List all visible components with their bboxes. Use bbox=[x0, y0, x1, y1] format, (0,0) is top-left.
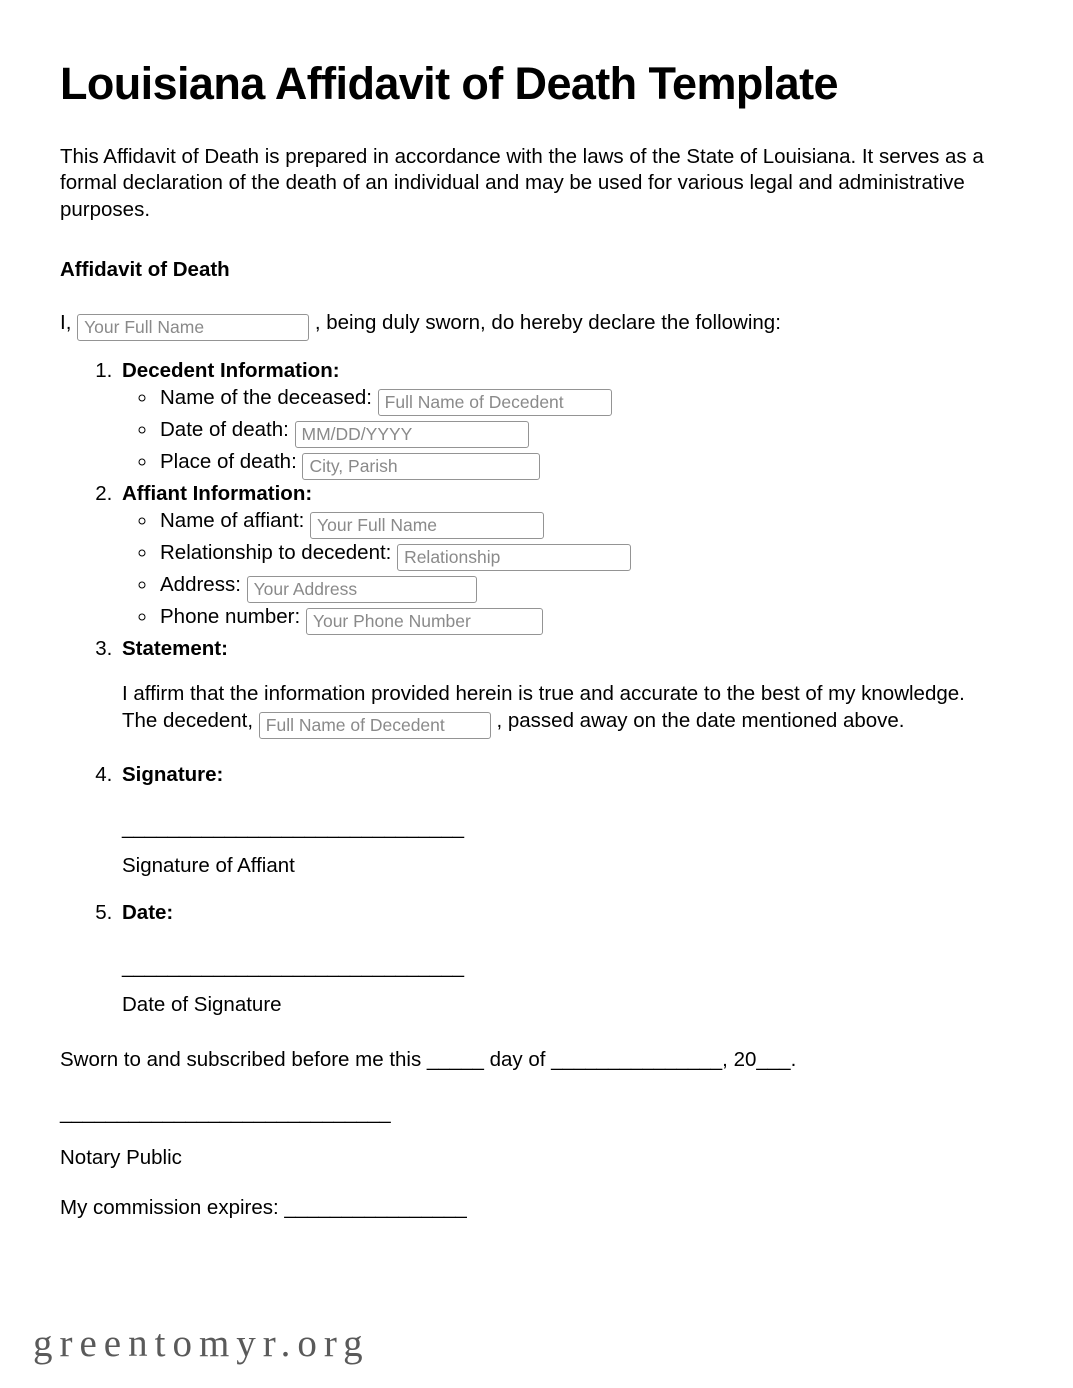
field-row-name-of-deceased bbox=[158, 384, 1011, 416]
signature-label: Signature: bbox=[122, 762, 224, 786]
affiant-fields-list bbox=[122, 507, 1011, 635]
label-name-of-affiant: Name of affiant: bbox=[160, 508, 305, 532]
page-title: Louisiana Affidavit of Death Template bbox=[60, 58, 838, 109]
date-label: Date: bbox=[122, 901, 174, 925]
name-of-affiant-input[interactable] bbox=[310, 512, 544, 539]
list-item-statement bbox=[118, 635, 1011, 739]
statement-paragraph bbox=[122, 680, 1002, 739]
address-input[interactable] bbox=[247, 576, 477, 603]
field-row-phone-number bbox=[158, 603, 1011, 635]
label-date-of-death: Date of death: bbox=[160, 417, 289, 441]
place-of-death-input[interactable] bbox=[302, 453, 540, 480]
field-row-relationship-to-decedent bbox=[158, 539, 1011, 571]
relationship-to-decedent-input[interactable] bbox=[397, 544, 631, 571]
label-address: Address: bbox=[160, 572, 241, 596]
signature-rule: ______________________________ bbox=[122, 815, 465, 839]
affidavit-items-list bbox=[60, 357, 1011, 1018]
list-item-date bbox=[118, 899, 1011, 1018]
name-of-deceased-input[interactable] bbox=[378, 389, 612, 416]
notary-signature-rule: _____________________________ bbox=[60, 1101, 391, 1125]
declaration-line bbox=[60, 310, 1011, 341]
intro-paragraph: This Affidavit of Death is prepared in accordance with the laws of the State of Louisiana. It serves as a formal declaration of the death of an individual and may be used for various legal and administrative purposes. bbox=[60, 144, 984, 222]
decedent-information-label: Decedent Information: bbox=[122, 358, 340, 382]
statement-text-before: I affirm that the information provided herein is true and accurate to the best of my knowledge. The decedent, bbox=[122, 681, 965, 732]
statement-label: Statement: bbox=[122, 636, 228, 660]
label-phone-number: Phone number: bbox=[160, 604, 301, 628]
date-rule: ______________________________ bbox=[122, 954, 465, 978]
phone-number-input[interactable] bbox=[306, 608, 543, 635]
site-watermark: greentomyr.org bbox=[33, 1322, 370, 1365]
declaration-prefix: I, bbox=[60, 310, 72, 334]
field-row-address bbox=[158, 571, 1011, 603]
date-caption: Date of Signature bbox=[122, 993, 282, 1016]
notary-public-label: Notary Public bbox=[60, 1145, 182, 1169]
decedent-fields-list bbox=[122, 384, 1011, 480]
list-item-affiant-information bbox=[118, 480, 1011, 635]
date-of-death-input[interactable] bbox=[295, 421, 529, 448]
declarant-name-input[interactable] bbox=[77, 314, 309, 341]
label-relationship-to-decedent: Relationship to decedent: bbox=[160, 540, 392, 564]
declaration-suffix: , being duly sworn, do hereby declare the following: bbox=[314, 310, 781, 334]
field-row-place-of-death bbox=[158, 448, 1011, 480]
label-name-of-deceased: Name of the deceased: bbox=[160, 385, 372, 409]
field-row-name-of-affiant bbox=[158, 507, 1011, 539]
commission-expires-text: My commission expires: ________________ bbox=[60, 1195, 467, 1219]
signature-caption: Signature of Affiant bbox=[122, 854, 295, 878]
affiant-information-label: Affiant Information: bbox=[122, 481, 313, 505]
list-item-decedent-information bbox=[118, 357, 1011, 480]
sworn-statement-text: Sworn to and subscribed before me this _____ day of _______________, 20___. bbox=[60, 1048, 797, 1072]
list-item-signature bbox=[118, 761, 1011, 880]
statement-text-after: , passed away on the date mentioned above. bbox=[496, 708, 905, 732]
statement-decedent-name-input[interactable] bbox=[259, 712, 491, 739]
field-row-date-of-death bbox=[158, 416, 1011, 448]
section-heading-affidavit: Affidavit of Death bbox=[60, 257, 230, 281]
label-place-of-death: Place of death: bbox=[160, 449, 297, 473]
